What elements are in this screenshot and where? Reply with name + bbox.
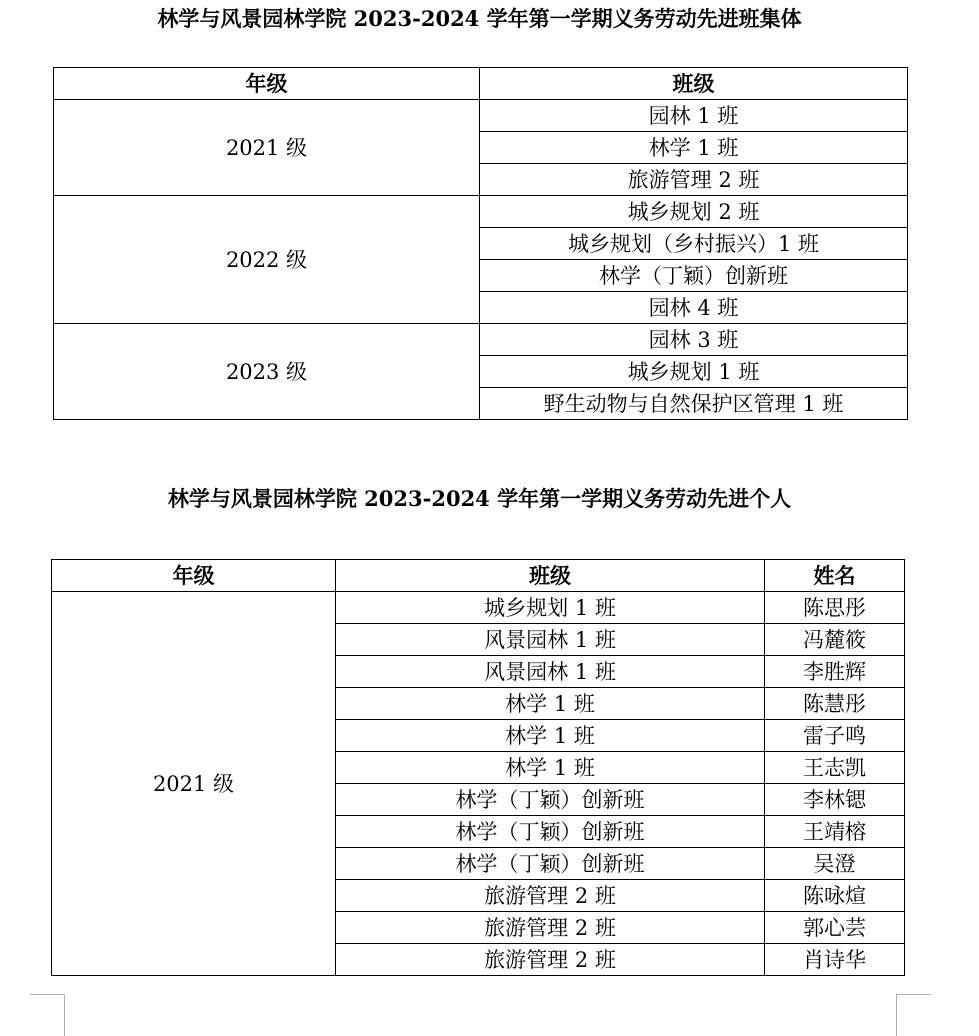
- collective-award-table: [53, 67, 908, 420]
- class-cell: 野生动物与自然保护区管理 1 班: [480, 388, 908, 420]
- class-cell: 林学（丁颖）创新班: [480, 260, 908, 292]
- table-row: [52, 592, 905, 624]
- name-cell: 吴澄: [765, 848, 905, 880]
- name-cell: 郭心芸: [765, 912, 905, 944]
- table-header-row: [52, 560, 905, 592]
- class-cell: 城乡规划（乡村振兴）1 班: [480, 228, 908, 260]
- page-corner-mark-left: [30, 994, 65, 1036]
- class-header: 班级: [480, 68, 908, 100]
- page-corner-mark-right: [896, 994, 931, 1036]
- table-row: [54, 100, 908, 132]
- class-cell: 林学 1 班: [480, 132, 908, 164]
- grade-header: 年级: [52, 560, 336, 592]
- individual-award-table: [51, 559, 905, 976]
- individual-award-title: 林学与风景园林学院 2023-2024 学年第一学期义务劳动先进个人: [167, 486, 792, 511]
- grade-cell: 2021 级: [52, 592, 336, 976]
- class-cell: 林学（丁颖）创新班: [336, 848, 765, 880]
- class-cell: 林学 1 班: [336, 752, 765, 784]
- table-row: [54, 196, 908, 228]
- class-cell: 林学 1 班: [336, 720, 765, 752]
- name-cell: 陈慧彤: [765, 688, 905, 720]
- class-cell: 旅游管理 2 班: [480, 164, 908, 196]
- name-cell: 陈咏煊: [765, 880, 905, 912]
- table-row: [54, 324, 908, 356]
- class-cell: 风景园林 1 班: [336, 624, 765, 656]
- name-cell: 王靖榕: [765, 816, 905, 848]
- grade-cell: 2022 级: [54, 196, 480, 324]
- name-cell: 李林锶: [765, 784, 905, 816]
- class-header: 班级: [336, 560, 765, 592]
- name-cell: 雷子鸣: [765, 720, 905, 752]
- name-cell: 冯麓筱: [765, 624, 905, 656]
- table-header-row: [54, 68, 908, 100]
- grade-cell: 2021 级: [54, 100, 480, 196]
- class-cell: 城乡规划 1 班: [336, 592, 765, 624]
- name-cell: 陈思彤: [765, 592, 905, 624]
- grade-header: 年级: [54, 68, 480, 100]
- class-cell: 旅游管理 2 班: [336, 912, 765, 944]
- class-cell: 园林 1 班: [480, 100, 908, 132]
- name-cell: 李胜辉: [765, 656, 905, 688]
- collective-award-title: 林学与风景园林学院 2023-2024 学年第一学期义务劳动先进班集体: [157, 6, 802, 31]
- class-cell: 旅游管理 2 班: [336, 880, 765, 912]
- class-cell: 园林 4 班: [480, 292, 908, 324]
- class-cell: 城乡规划 1 班: [480, 356, 908, 388]
- name-cell: 王志凯: [765, 752, 905, 784]
- class-cell: 园林 3 班: [480, 324, 908, 356]
- class-cell: 旅游管理 2 班: [336, 944, 765, 976]
- class-cell: 林学（丁颖）创新班: [336, 784, 765, 816]
- name-cell: 肖诗华: [765, 944, 905, 976]
- class-cell: 林学（丁颖）创新班: [336, 816, 765, 848]
- class-cell: 林学 1 班: [336, 688, 765, 720]
- class-cell: 风景园林 1 班: [336, 656, 765, 688]
- class-cell: 城乡规划 2 班: [480, 196, 908, 228]
- grade-cell: 2023 级: [54, 324, 480, 420]
- name-header: 姓名: [765, 560, 905, 592]
